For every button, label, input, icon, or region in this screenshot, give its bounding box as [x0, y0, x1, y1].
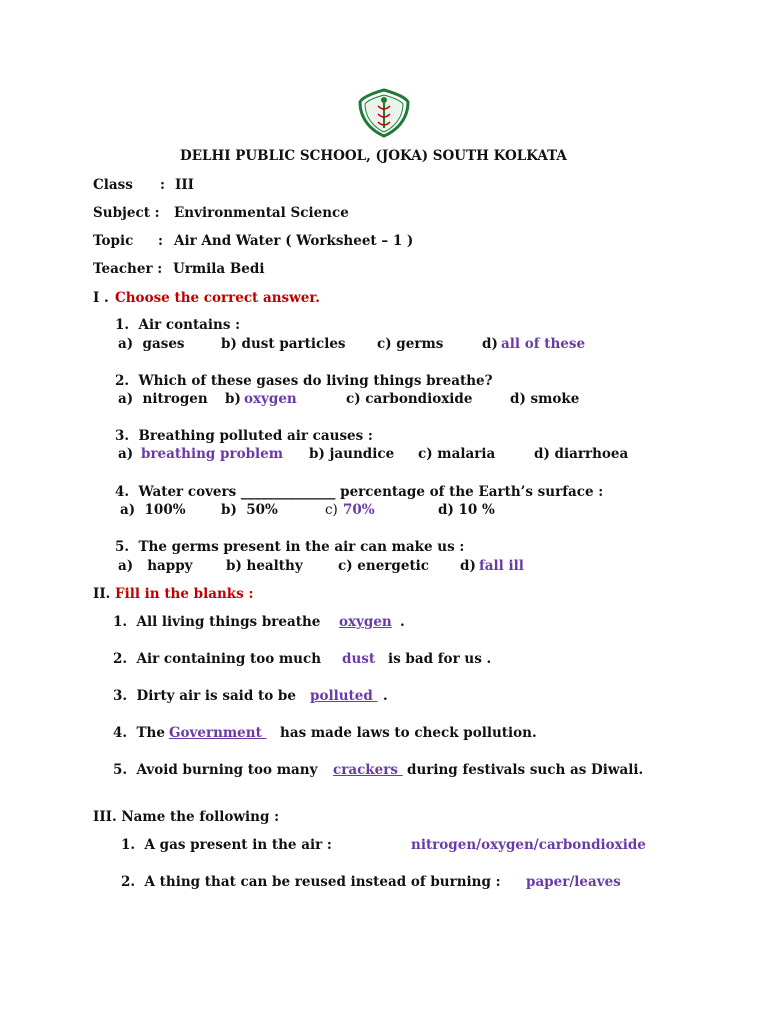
- blank-3-end: .: [383, 688, 388, 704]
- school-crest-logo: [356, 88, 412, 138]
- q3-option-c: c) malaria: [418, 446, 496, 462]
- question-4: 4. Water covers ______________ percentage of the Earth’s surface :: [115, 484, 604, 500]
- blank-1-answer: oxygen: [339, 614, 392, 630]
- topic-label: Topic: [93, 233, 134, 249]
- q2-option-b-label: b): [225, 391, 241, 407]
- q3-option-d: d) diarrhoea: [534, 446, 629, 462]
- section-2-number: II.: [93, 586, 111, 602]
- name-2-question: 2. A thing that can be reused instead of burning :: [121, 874, 501, 890]
- topic-colon: :: [158, 233, 163, 249]
- q2-option-c: c) carbondioxide: [346, 391, 473, 407]
- q5-option-a: a) happy: [118, 558, 193, 574]
- q3-option-a-label: a): [118, 446, 134, 462]
- blank-1-text: 1. All living things breathe: [113, 614, 321, 630]
- blank-4-end: has made laws to check pollution.: [280, 725, 537, 741]
- q4-option-d: d) 10 %: [438, 502, 495, 518]
- q4-option-a: a) 100%: [120, 502, 186, 518]
- blank-2-text: 2. Air containing too much: [113, 651, 322, 667]
- q4-answer: 70%: [343, 502, 375, 518]
- question-3: 3. Breathing polluted air causes :: [115, 428, 373, 444]
- class-value: III: [175, 177, 194, 193]
- name-1-question: 1. A gas present in the air :: [121, 837, 332, 853]
- q3-answer: breathing problem: [141, 446, 284, 462]
- blank-5-end: during festivals such as Diwali.: [407, 762, 644, 778]
- blank-2-end: is bad for us .: [388, 651, 492, 667]
- blank-3-answer: polluted: [310, 688, 378, 704]
- q1-option-d-label: d): [482, 336, 498, 352]
- class-colon: :: [160, 177, 165, 193]
- q1-option-b: b) dust particles: [221, 336, 346, 352]
- blank-2-answer: dust: [342, 651, 376, 667]
- question-5: 5. The germs present in the air can make us :: [115, 539, 465, 555]
- section-1-title: Choose the correct answer.: [115, 290, 320, 306]
- q2-option-d: d) smoke: [510, 391, 580, 407]
- q3-option-b: b) jaundice: [309, 446, 395, 462]
- q5-option-d-label: d): [460, 558, 476, 574]
- blank-4-text: 4. The: [113, 725, 165, 741]
- blank-5-answer: crackers: [333, 762, 403, 778]
- q2-answer: oxygen: [244, 391, 297, 407]
- q4-option-b: b) 50%: [221, 502, 278, 518]
- teacher-label: Teacher :: [93, 261, 163, 277]
- name-1-answer: nitrogen/oxygen/carbondioxide: [411, 837, 646, 853]
- q4-option-c-label: c): [325, 502, 338, 518]
- blank-4-answer: Government: [169, 725, 267, 741]
- question-1: 1. Air contains :: [115, 317, 241, 333]
- subject-label: Subject :: [93, 205, 160, 221]
- blank-5-text: 5. Avoid burning too many: [113, 762, 318, 778]
- q5-option-c: c) energetic: [338, 558, 430, 574]
- blank-1-end: .: [400, 614, 405, 630]
- teacher-value: Urmila Bedi: [173, 261, 265, 277]
- school-name: DELHI PUBLIC SCHOOL, (JOKA) SOUTH KOLKATA: [180, 148, 567, 164]
- question-2: 2. Which of these gases do living things breathe?: [115, 373, 493, 389]
- class-label: Class: [93, 177, 133, 193]
- q2-option-a: a) nitrogen: [118, 391, 208, 407]
- subject-value: Environmental Science: [174, 205, 349, 221]
- q1-option-c: c) germs: [377, 336, 444, 352]
- section-1-number: I .: [93, 290, 109, 306]
- q1-option-a: a) gases: [118, 336, 185, 352]
- section-2-title: Fill in the blanks :: [115, 586, 254, 602]
- q5-option-b: b) healthy: [226, 558, 303, 574]
- topic-value: Air And Water ( Worksheet – 1 ): [174, 233, 414, 249]
- q1-answer: all of these: [501, 336, 586, 352]
- name-2-answer: paper/leaves: [526, 874, 621, 890]
- section-3-title: III. Name the following :: [93, 809, 280, 825]
- q5-answer: fall ill: [479, 558, 524, 574]
- blank-3-text: 3. Dirty air is said to be: [113, 688, 296, 704]
